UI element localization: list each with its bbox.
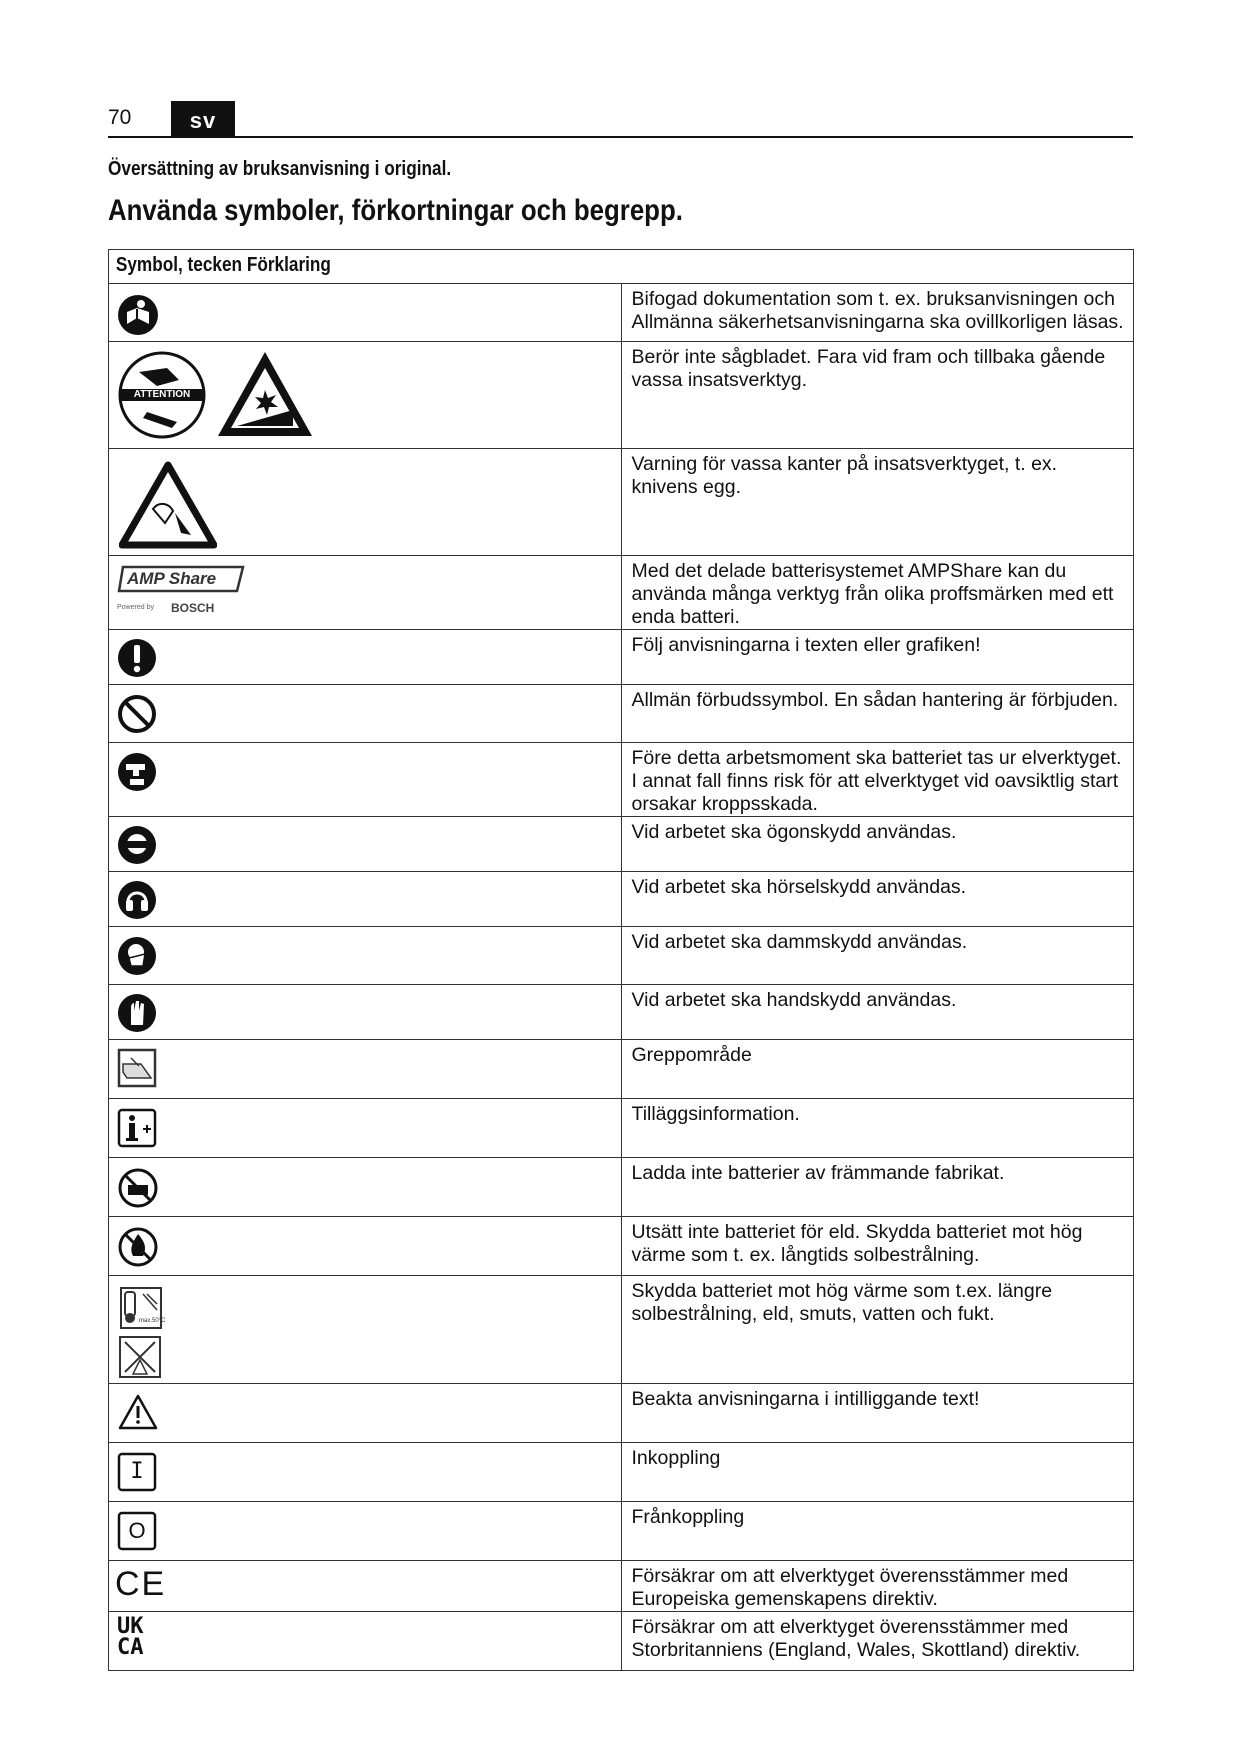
power-on-icon — [117, 1452, 157, 1492]
table-row — [109, 556, 1134, 630]
row-text: Varning för vassa kanter på insatsverktyget, t. ex. knivens egg. — [621, 449, 1134, 556]
row-text: Skydda batteriet mot hög värme som t.ex. längre solbestrålning, eld, smuts, vatten och fukt. — [621, 1276, 1134, 1384]
table-row — [109, 872, 1134, 927]
gloves-icon — [117, 993, 157, 1033]
table-row — [109, 449, 1134, 556]
row-text: Försäkrar om att elverktyget överensstämmer med Europeiska gemenskapens direktiv. — [621, 1561, 1134, 1612]
row-text: Vid arbetet ska handskydd användas. — [621, 985, 1134, 1040]
sawblade-attention-icon — [117, 350, 207, 440]
sharp-edge-warning-icon — [119, 461, 217, 549]
no-water-fire-icon — [117, 1334, 163, 1380]
row-text: Ladda inte batterier av främmande fabrikat. — [621, 1158, 1134, 1217]
ce-mark-icon: CE — [115, 1565, 167, 1603]
prohibition-icon — [117, 694, 157, 734]
row-text: Berör inte sågbladet. Fara vid fram och tillbaka gående vassa insatsverktyg. — [621, 342, 1134, 449]
table-row — [109, 1276, 1134, 1384]
table-row — [109, 630, 1134, 685]
table-header-row — [109, 250, 1134, 284]
info-plus-icon — [117, 1108, 157, 1148]
row-text: Tilläggsinformation. — [621, 1099, 1134, 1158]
battery-heat-protection-icon — [117, 1284, 165, 1332]
row-text: Vid arbetet ska dammskydd användas. — [621, 927, 1134, 985]
ampshare-powered-by: Powered by — [117, 604, 154, 611]
table-row — [109, 342, 1134, 449]
ampshare-brand: BOSCH — [171, 601, 215, 615]
row-text: Följ anvisningarna i texten eller grafiken! — [621, 630, 1134, 685]
row-text: Utsätt inte batteriet för eld. Skydda batteriet mot hög värme som t. ex. långtids solbestrålning. — [621, 1217, 1134, 1276]
grip-area-icon — [117, 1048, 157, 1088]
table-row — [109, 1384, 1134, 1443]
power-off-glyph: O — [128, 1518, 146, 1543]
remove-battery-icon — [117, 752, 157, 792]
row-text: Frånkoppling — [621, 1502, 1134, 1561]
row-text: Vid arbetet ska hörselskydd användas. — [621, 872, 1134, 927]
row-text: Före detta arbetsmoment ska batteriet tas ur elverktyget. I annat fall finns risk för att elverktyget vid oavsiktlig start orsakar kroppsskada. — [621, 743, 1134, 817]
row-text: Greppområde — [621, 1040, 1134, 1099]
table-row — [109, 1612, 1134, 1671]
warning-triangle-icon — [117, 1393, 159, 1431]
ear-protection-icon — [117, 880, 157, 920]
row-text: Allmän förbudssymbol. En sådan hantering är förbjuden. — [621, 685, 1134, 743]
power-off-icon — [117, 1511, 157, 1551]
table-row — [109, 1502, 1134, 1561]
table-row — [109, 985, 1134, 1040]
table-row — [109, 1099, 1134, 1158]
page-title: Använda symboler, förkortningar och begrepp. — [108, 194, 683, 227]
language-tab: sv — [171, 101, 235, 136]
page-subtitle: Översättning av bruksanvisning i original. — [108, 158, 452, 180]
ukca-top: UK — [117, 1614, 144, 1639]
row-text: Inkoppling — [621, 1443, 1134, 1502]
page-number: 70 — [108, 106, 132, 129]
ampshare-logo-icon — [117, 564, 247, 615]
read-manual-icon — [117, 294, 159, 336]
row-text: Försäkrar om att elverktyget överensstämmer med Storbritanniens (England, Wales, Skottland) direktiv. — [621, 1612, 1134, 1671]
blade-warning-icon — [215, 348, 315, 440]
attention-label: ATTENTION — [133, 389, 191, 400]
table-row — [109, 685, 1134, 743]
symbols-table — [108, 249, 1134, 1671]
no-fire-icon — [117, 1226, 159, 1268]
ampshare-logo-text: AMP Share — [127, 569, 217, 588]
ukca-mark-icon — [117, 1616, 144, 1658]
dust-mask-icon — [117, 936, 157, 976]
table-header: Symbol, tecken Förklaring — [115, 254, 331, 276]
temp-label: max.50°C — [139, 1318, 166, 1324]
table-row — [109, 743, 1134, 817]
no-foreign-charger-icon — [117, 1167, 159, 1209]
table-row — [109, 1217, 1134, 1276]
table-row — [109, 927, 1134, 985]
header-rule — [108, 136, 1133, 138]
table-row — [109, 817, 1134, 872]
table-row — [109, 1561, 1134, 1612]
row-text: Beakta anvisningarna i intilliggande text! — [621, 1384, 1134, 1443]
ukca-bottom: CA — [117, 1635, 144, 1660]
table-row — [109, 1158, 1134, 1217]
exclamation-icon — [117, 638, 157, 678]
row-text: Vid arbetet ska ögonskydd användas. — [621, 817, 1134, 872]
row-text: Bifogad dokumentation som t. ex. bruksanvisningen och Allmänna säkerhetsanvisningarna ska ovillkorligen läsas. — [621, 284, 1134, 342]
table-row — [109, 1040, 1134, 1099]
table-row — [109, 284, 1134, 342]
power-on-glyph: I — [130, 1459, 144, 1484]
row-text: Med det delade batterisystemet AMPShare kan du använda många verktyg från olika proffsmärken med ett enda batteri. — [621, 556, 1134, 630]
eye-protection-icon — [117, 825, 157, 865]
table-row — [109, 1443, 1134, 1502]
